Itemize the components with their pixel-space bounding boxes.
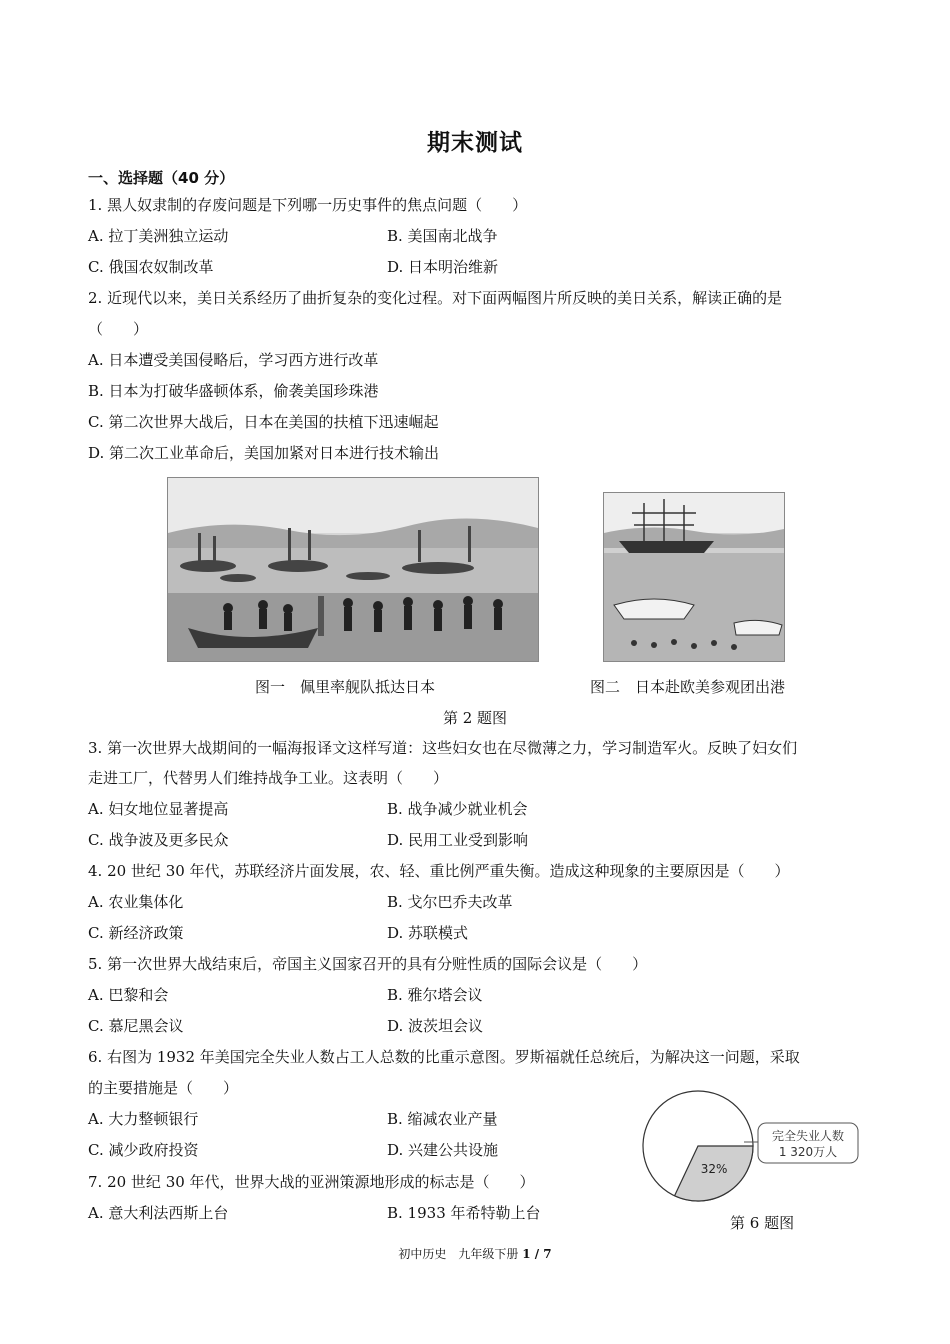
q1-option-b: B. 美国南北战争 — [387, 227, 498, 245]
q5-option-d: D. 波茨坦会议 — [387, 1017, 484, 1035]
q4-option-b: B. 戈尔巴乔夫改革 — [387, 893, 513, 911]
q5-option-a: A. 巴黎和会 — [88, 986, 169, 1004]
footer-text: 初中历史 九年级下册 — [398, 1247, 523, 1261]
q1-option-d: D. 日本明治维新 — [387, 258, 499, 276]
q6-option-b: B. 缩减农业产量 — [387, 1110, 498, 1128]
unemployment-pie-chart — [636, 1090, 896, 1202]
q6-stem-line1: 6. 右图为 1932 年美国完全失业人数占工人总数的比重示意图。罗斯福就任总统后，为解决这一问题，采取 — [88, 1048, 800, 1066]
callout-line1: 完全失业人数 — [771, 1129, 845, 1143]
q5-option-c: C. 慕尼黑会议 — [88, 1017, 184, 1035]
page-number: 1 / 7 — [522, 1247, 552, 1261]
q6-figure-caption: 第 6 题图 — [730, 1214, 795, 1232]
figure1-caption: 图一 佩里率舰队抵达日本 — [255, 678, 436, 696]
q6-option-a: A. 大力整顿银行 — [88, 1110, 199, 1128]
callout-line2: 1 320万人 — [778, 1145, 838, 1159]
q6-stem-line2: 的主要措施是（ ） — [88, 1079, 239, 1097]
q4-option-c: C. 新经济政策 — [88, 924, 184, 942]
q4-option-a: A. 农业集体化 — [88, 893, 184, 911]
q3-option-d: D. 民用工业受到影响 — [387, 831, 529, 849]
q1-option-c: C. 俄国农奴制改革 — [88, 258, 214, 276]
page-footer — [0, 1245, 950, 1262]
pie-slice-label: 32% — [700, 1162, 728, 1177]
section-heading: 一、选择题（40 分） — [88, 169, 235, 187]
q2-stem-line1: 2. 近现代以来，美日关系经历了曲折复杂的变化过程。对下面两幅图片所反映的美日关系，解读正确的是 — [88, 289, 783, 307]
q2-option-b: B. 日本为打破华盛顿体系，偷袭美国珍珠港 — [88, 382, 379, 400]
q5-option-b: B. 雅尔塔会议 — [387, 986, 483, 1004]
q7-option-b: B. 1933 年希特勒上台 — [387, 1204, 541, 1222]
q4-stem: 4. 20 世纪 30 年代，苏联经济片面发展，农、轻、重比例严重失衡。造成这种现象的主要原因是（ ） — [88, 862, 790, 880]
page-title: 期末测试 — [427, 130, 523, 156]
q5-stem: 5. 第一次世界大战结束后，帝国主义国家召开的具有分赃性质的国际会议是（ ） — [88, 955, 648, 973]
q3-option-b: B. 战争减少就业机会 — [387, 800, 528, 818]
q2-option-c: C. 第二次世界大战后，日本在美国的扶植下迅速崛起 — [88, 413, 439, 431]
figure-perry-fleet-image — [167, 477, 539, 662]
q3-option-c: C. 战争波及更多民众 — [88, 831, 229, 849]
q4-option-d: D. 苏联模式 — [387, 924, 469, 942]
q2-option-d: D. 第二次工业革命后，美国加紧对日本进行技术输出 — [88, 444, 440, 462]
q1-option-a: A. 拉丁美洲独立运动 — [88, 227, 229, 245]
q2-stem-line2: （ ） — [88, 320, 149, 338]
q6-option-d: D. 兴建公共设施 — [387, 1141, 499, 1159]
q6-option-c: C. 减少政府投资 — [88, 1141, 199, 1159]
q7-option-a: A. 意大利法西斯上台 — [88, 1204, 229, 1222]
q2-figure-caption: 第 2 题图 — [442, 709, 508, 727]
q3-stem-line2: 走进工厂，代替男人们维持战争工业。这表明（ ） — [88, 769, 449, 787]
q3-option-a: A. 妇女地位显著提高 — [88, 800, 229, 818]
figure-mission-departure-image — [603, 492, 785, 662]
q7-stem: 7. 20 世纪 30 年代，世界大战的亚洲策源地形成的标志是（ ） — [88, 1173, 535, 1191]
q1-stem: 1. 黑人奴隶制的存废问题是下列哪一历史事件的焦点问题（ ） — [88, 196, 528, 214]
q3-stem-line1: 3. 第一次世界大战期间的一幅海报译文这样写道：这些妇女也在尽微薄之力，学习制造军火。反映了妇女们 — [88, 739, 798, 757]
figure2-caption: 图二 日本赴欧美参观团出港 — [590, 678, 786, 696]
q2-option-a: A. 日本遭受美国侵略后，学习西方进行改革 — [88, 351, 379, 369]
